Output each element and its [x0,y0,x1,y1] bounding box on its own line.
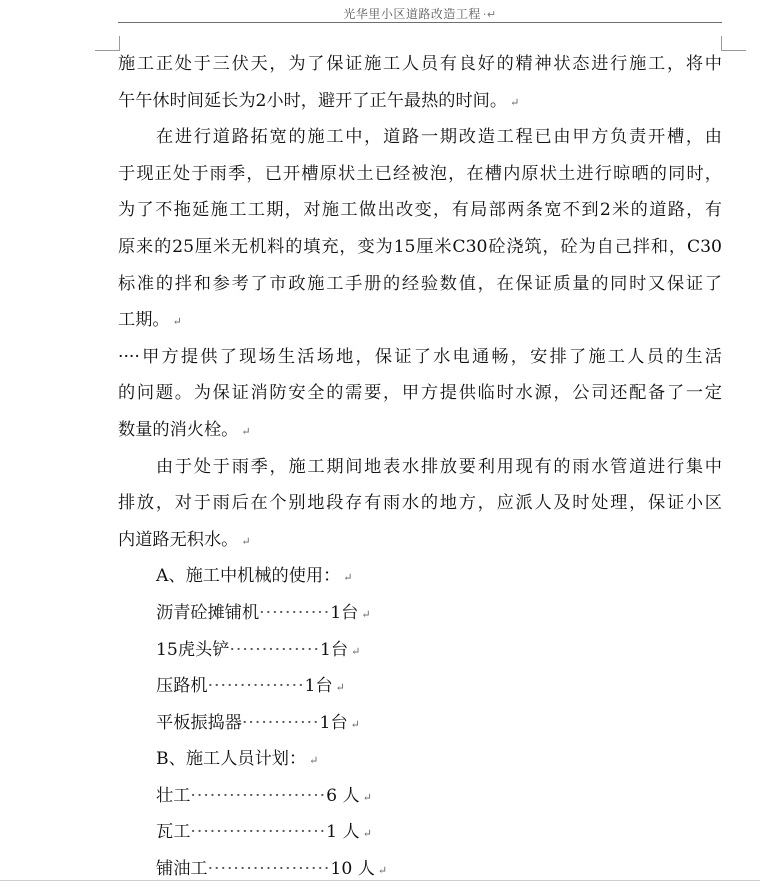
paragraph-mark: ↵ [361,607,371,621]
paragraph-line: 于现正处于雨季，已开槽原状土已经被泡，在槽内原状土进行晾晒的同时， [118,163,722,184]
document-body[interactable] [118,46,722,888]
paragraph-line: 标准的拌和参考了市政施工手册的经验数值，在保证质量的同时又保证了 [118,273,722,294]
paragraph-line: 为了不拖延施工工期，对施工做出改变，有局部两条宽不到2米的道路，有 [118,200,722,221]
staffing-heading: B、施工人员计划： ↵ [156,749,319,770]
paragraph-line: 在进行道路拓宽的施工中，道路一期改造工程已由甲方负责开槽，由 [156,127,722,148]
margin-corner-right [721,36,746,51]
header-title [118,5,722,22]
paragraph-4 [118,449,722,559]
paragraph-mark: ↵ [377,864,388,878]
list-item: 铺油工···················10 人 ↵ [156,859,388,880]
list-item: 沥青砼摊铺机···········1台 ↵ [156,602,371,623]
paragraph-line: 原来的25厘米无机料的填充，变为15厘米C30砼浇筑，砼为自己拌和，C30 [118,236,722,257]
list-item: 15虎头铲··············1台 ↵ [156,639,361,660]
paragraph-mark: ↵ [172,315,182,329]
header-title-text: 光华里小区道路改造工程 [343,7,481,21]
paragraph-mark: ↵ [335,681,345,695]
paragraph-mark: ↵ [241,424,251,438]
paragraph-line: 排放，对于雨后在个别地段存有雨水的地方，应派人及时处理，保证小区 [118,493,722,514]
list-item: 瓦工·····················1 人 ↵ [156,822,372,843]
machinery-heading: A、施工中机械的使用： ↵ [156,566,353,587]
paragraph-2 [118,119,722,339]
paragraph-1 [118,46,722,119]
paragraph-line: 数量的消火栓。 ↵ [118,419,251,440]
paragraph-mark: ↵ [350,717,360,731]
paragraph-line: 午午休时间延长为2小时，避开了正午最热的时间。 ↵ [118,90,520,111]
paragraph-line: 由于处于雨季，施工期间地表水排放要利用现有的雨水管道进行集中 [156,456,722,477]
list-item: 压路机···············1台 ↵ [156,676,345,697]
paragraph-mark: ↵ [510,95,520,109]
paragraph-line: ····甲方提供了现场生活场地，保证了水电通畅，安排了施工人员的生活 [118,346,722,367]
list-item: 平板振捣器············1台 ↵ [156,712,360,733]
paragraph-line: 工期。 ↵ [118,310,182,331]
paragraph-mark: ↵ [362,790,372,804]
paragraph-mark: ↵ [343,571,353,585]
paragraph-3 [118,339,722,449]
paragraph-line: 的问题。为保证消防安全的需要，甲方提供临时水源，公司还配备了一定 [118,383,722,404]
page-bottom-divider [0,880,760,881]
paragraph-line: 内道路无积水。 ↵ [118,529,251,550]
staffing-section [118,741,722,887]
machinery-section [118,558,722,741]
header-paragraph-mark: ·↵ [482,8,497,21]
paragraph-mark: ↵ [241,534,251,548]
list-item: 壮工·····················6 人 ↵ [156,785,372,806]
paragraph-mark: ↵ [351,644,361,658]
paragraph-mark: ↵ [362,827,372,841]
page-header [118,0,722,23]
paragraph-mark: ↵ [309,754,319,768]
paragraph-line: 施工正处于三伏天，为了保证施工人员有良好的精神状态进行施工，将中 [118,54,722,74]
margin-corner-left [95,36,120,51]
